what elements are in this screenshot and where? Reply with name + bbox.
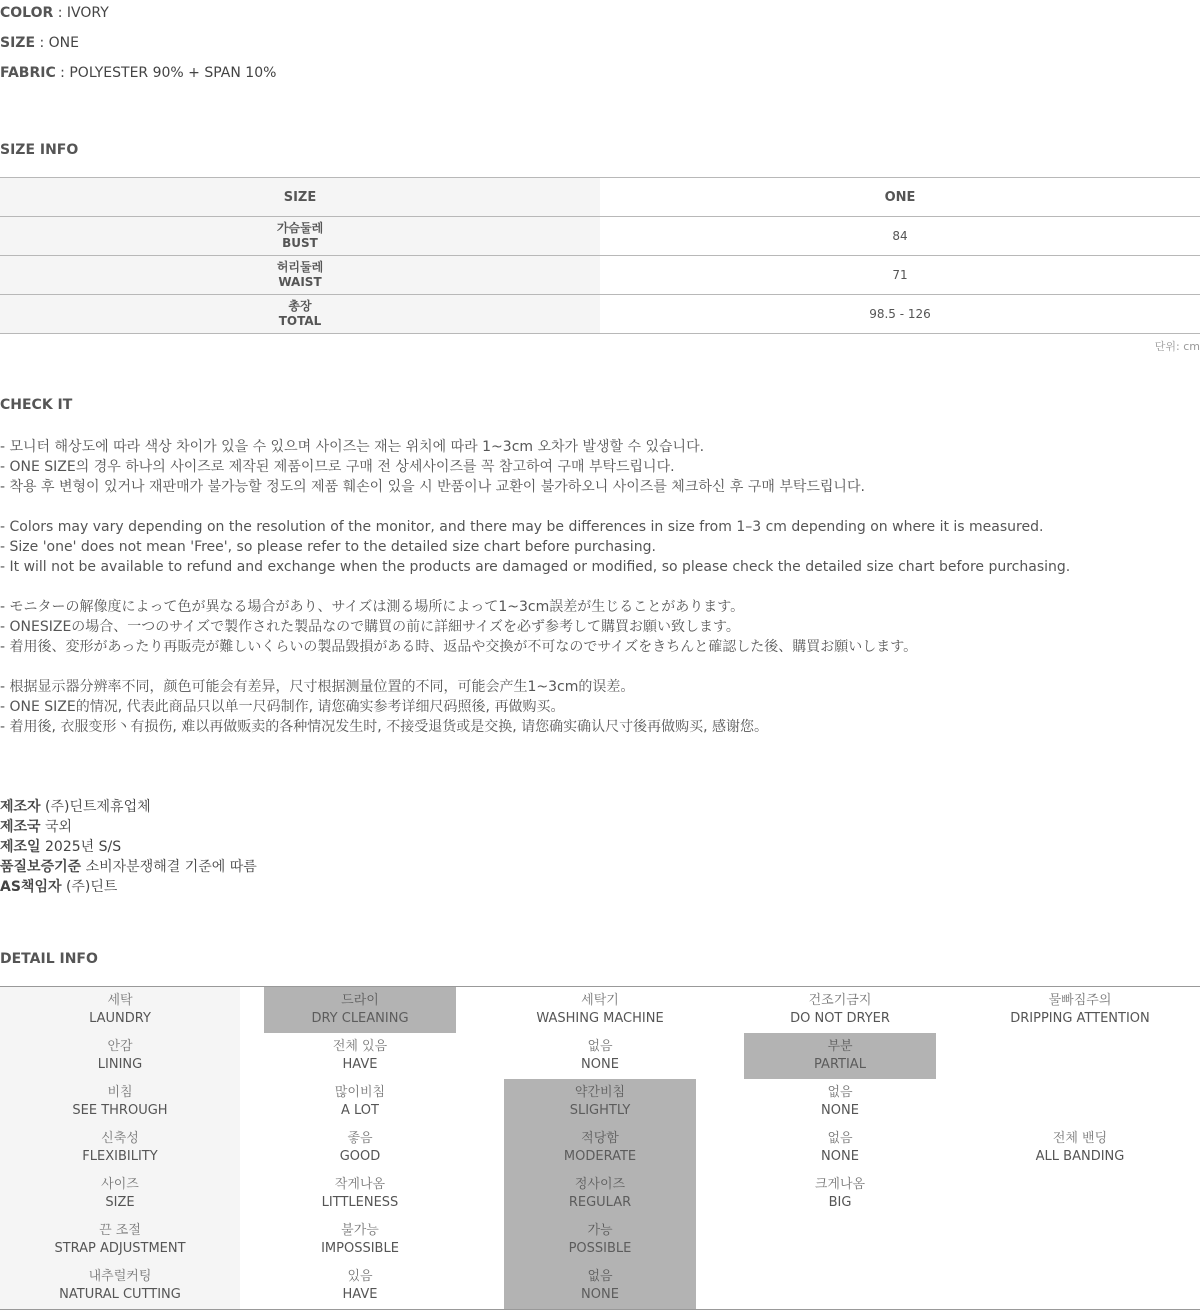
detail-text-en: MODERATE <box>563 1149 637 1164</box>
detail-option <box>504 1033 696 1079</box>
maker-line: 제조일 2025년 S/S <box>0 839 122 855</box>
detail-text-ko: 전체 밴딩 <box>1052 1131 1108 1146</box>
detail-text-en: BIG <box>828 1195 852 1210</box>
notice-line: - モニターの解像度によって色が異なる場合があり、サイズは測る場所によって1~3cm誤差が生じることがあります。 <box>0 599 745 615</box>
size-row-label-en: WAIST <box>278 275 322 289</box>
detail-row-label <box>0 1033 240 1079</box>
size-row-total <box>0 294 1200 334</box>
detail-text-en: IMPOSSIBLE <box>321 1241 399 1256</box>
maker-line: 품질보증기준 소비자분쟁해결 기준에 따름 <box>0 859 257 875</box>
size-row-label-ko: 가슴둘레 <box>276 221 324 235</box>
detail-option <box>744 1171 936 1217</box>
detail-text-ko: 물빠짐주의 <box>1048 993 1112 1008</box>
spec-size: SIZE : ONE <box>0 35 79 51</box>
notice-line: - Size 'one' does not mean 'Free', so please refer to the detailed size chart before purchasing. <box>0 539 656 555</box>
detail-text-ko: 사이즈 <box>101 1177 139 1192</box>
detail-option-selected <box>744 1033 936 1079</box>
detail-option-selected <box>504 1125 696 1171</box>
detail-option-selected <box>264 987 456 1033</box>
size-row-value: 84 <box>892 229 908 243</box>
detail-option <box>264 1263 456 1309</box>
size-row-label-en: BUST <box>282 236 318 250</box>
detail-text-ko: 안감 <box>107 1039 133 1054</box>
size-header-value: ONE <box>884 189 916 205</box>
size-row-bust <box>0 216 1200 255</box>
detail-text-en: REGULAR <box>568 1195 632 1210</box>
check-it-korean <box>0 437 865 497</box>
size-table-header <box>0 177 1200 216</box>
detail-text-ko: 정사이즈 <box>574 1177 626 1192</box>
maker-line: AS책임자 (주)딘트 <box>0 879 118 895</box>
detail-row <box>0 1079 1200 1125</box>
detail-option-selected <box>504 1217 696 1263</box>
spec-fabric: FABRIC : POLYESTER 90% + SPAN 10% <box>0 65 277 81</box>
detail-text-ko: 좋음 <box>347 1131 373 1146</box>
detail-text-en: HAVE <box>342 1057 378 1072</box>
detail-text-ko: 전체 있음 <box>332 1039 388 1054</box>
detail-text-ko: 약간비침 <box>574 1085 626 1100</box>
detail-text-en: LAUNDRY <box>89 1011 151 1026</box>
detail-option <box>744 987 936 1033</box>
detail-option <box>264 1125 456 1171</box>
size-row-value: 71 <box>892 268 908 282</box>
size-table <box>0 177 1200 334</box>
detail-text-en: LITTLENESS <box>321 1195 399 1210</box>
detail-text-en: NONE <box>581 1287 619 1302</box>
detail-option <box>264 1217 456 1263</box>
check-it-japanese <box>0 597 917 657</box>
detail-option <box>504 987 696 1033</box>
detail-info-title: DETAIL INFO <box>0 951 98 967</box>
detail-text-ko: 없음 <box>587 1039 613 1054</box>
detail-text-en: WASHING MACHINE <box>536 1011 664 1026</box>
detail-row <box>0 1217 1200 1263</box>
detail-text-en: SIZE <box>105 1195 135 1210</box>
notice-line: - 모니터 해상도에 따라 색상 차이가 있을 수 있으며 사이즈는 재는 위치에 따라 1~3cm 오차가 발생할 수 있습니다. <box>0 439 705 455</box>
detail-row <box>0 1033 1200 1079</box>
spec-color: COLOR : IVORY <box>0 5 109 21</box>
notice-line: - 착용 후 변형이 있거나 재판매가 불가능할 정도의 제품 훼손이 있을 시 반품이나 교환이 불가하오니 사이즈를 체크하신 후 구매 부탁드립니다. <box>0 479 865 495</box>
detail-text-en: NONE <box>581 1057 619 1072</box>
detail-text-ko: 불가능 <box>341 1223 379 1238</box>
notice-line: - 着用後, 衣服变形丶有损伤, 难以再做贩卖的各种情况发生时, 不接受退货或是交换, 请您确实确认尺寸後再做购买, 感谢您。 <box>0 719 769 735</box>
detail-text-ko: 없음 <box>827 1085 853 1100</box>
size-row-waist <box>0 255 1200 294</box>
detail-option-selected <box>504 1079 696 1125</box>
check-it-english <box>0 517 1070 577</box>
maker-line: 제조국 국외 <box>0 819 73 835</box>
notice-line: - 根据显示器分辨率不同，颜色可能会有差异，尺寸根据测量位置的不同，可能会产生1~3cm的误差。 <box>0 679 635 695</box>
detail-row-label <box>0 987 240 1033</box>
detail-text-en: GOOD <box>339 1149 381 1164</box>
detail-row <box>0 1125 1200 1171</box>
detail-text-en: HAVE <box>342 1287 378 1302</box>
detail-text-ko: 내추럴커팅 <box>88 1269 152 1284</box>
size-unit-note: 단위: cm <box>1154 340 1200 353</box>
detail-text-ko: 세탁기 <box>581 993 619 1008</box>
detail-text-ko: 부분 <box>827 1039 853 1054</box>
detail-option <box>744 1125 936 1171</box>
detail-row <box>0 987 1200 1033</box>
detail-text-ko: 적당함 <box>581 1131 619 1146</box>
detail-text-ko: 작게나옴 <box>334 1177 386 1192</box>
detail-row-label <box>0 1217 240 1263</box>
detail-text-ko: 드라이 <box>341 993 379 1008</box>
detail-text-en: NATURAL CUTTING <box>59 1287 181 1302</box>
detail-text-en: DRIPPING ATTENTION <box>1010 1011 1150 1026</box>
size-row-label-ko: 총장 <box>288 299 312 313</box>
notice-line: - Colors may vary depending on the resolution of the monitor, and there may be differences in size from 1–3 cm depending on where it is measured. <box>0 519 1044 535</box>
detail-option <box>984 1125 1176 1171</box>
detail-text-ko: 가능 <box>587 1223 613 1238</box>
detail-text-en: NONE <box>821 1103 859 1118</box>
detail-row-label <box>0 1125 240 1171</box>
detail-text-ko: 크게나옴 <box>814 1177 866 1192</box>
maker-line: 제조자 (주)딘트제휴업체 <box>0 799 151 815</box>
detail-text-en: LINING <box>97 1057 143 1072</box>
detail-text-en: ALL BANDING <box>1035 1149 1125 1164</box>
detail-table <box>0 986 1200 1310</box>
detail-text-ko: 많이비침 <box>334 1085 386 1100</box>
detail-text-en: NONE <box>821 1149 859 1164</box>
notice-line: - ONESIZEの場合、一つのサイズで製作された製品なので購買の前に詳細サイズを必ず参考して購買お願い致します。 <box>0 619 740 635</box>
detail-option <box>744 1079 936 1125</box>
detail-text-ko: 있음 <box>347 1269 373 1284</box>
size-header-label: SIZE <box>0 178 600 216</box>
detail-option-selected <box>504 1263 696 1309</box>
detail-text-ko: 없음 <box>827 1131 853 1146</box>
detail-option-selected <box>504 1171 696 1217</box>
detail-text-en: POSSIBLE <box>568 1241 632 1256</box>
detail-text-ko: 없음 <box>587 1269 613 1284</box>
size-row-label-ko: 허리둘레 <box>276 260 324 274</box>
notice-line: - ONE SIZE의 경우 하나의 사이즈로 제작된 제품이므로 구매 전 상세사이즈를 꼭 참고하여 구매 부탁드립니다. <box>0 459 675 475</box>
check-it-title: CHECK IT <box>0 397 73 413</box>
detail-option <box>264 1033 456 1079</box>
detail-text-en: SLIGHTLY <box>569 1103 631 1118</box>
detail-text-ko: 비침 <box>107 1085 133 1100</box>
notice-line: - ONE SIZE的情况, 代表此商品只以单一尺码制作, 请您确实参考详细尺码照後, 再做购买。 <box>0 699 565 715</box>
detail-text-en: DO NOT DRYER <box>790 1011 890 1026</box>
detail-text-en: A LOT <box>341 1103 379 1118</box>
notice-line: - It will not be available to refund and exchange when the products are damaged or modified, so please check the detailed size chart before purchasing. <box>0 559 1071 575</box>
detail-text-ko: 끈 조절 <box>99 1223 141 1238</box>
detail-text-en: PARTIAL <box>814 1057 866 1072</box>
detail-text-ko: 세탁 <box>107 993 133 1008</box>
detail-text-en: STRAP ADJUSTMENT <box>54 1241 186 1256</box>
detail-option <box>264 1079 456 1125</box>
detail-text-en: SEE THROUGH <box>72 1103 168 1118</box>
check-it-chinese <box>0 677 768 737</box>
size-info-title: SIZE INFO <box>0 142 79 158</box>
detail-text-ko: 신축성 <box>101 1131 139 1146</box>
detail-row <box>0 1263 1200 1309</box>
size-row-value: 98.5 - 126 <box>869 307 931 321</box>
size-row-label-en: TOTAL <box>278 314 322 328</box>
detail-option <box>984 987 1176 1033</box>
manufacturer-info <box>0 797 257 897</box>
detail-row <box>0 1171 1200 1217</box>
notice-line: - 着用後、変形があったり再販売が難しいくらいの製品毀損がある時、返品や交換が不可なのでサイズをきちんと確認した後、購買お願いします。 <box>0 639 918 655</box>
detail-row-label <box>0 1263 240 1309</box>
detail-text-en: DRY CLEANING <box>311 1011 409 1026</box>
detail-option <box>264 1171 456 1217</box>
detail-text-en: FLEXIBILITY <box>82 1149 158 1164</box>
detail-row-label <box>0 1079 240 1125</box>
detail-text-ko: 건조기금지 <box>808 993 872 1008</box>
detail-row-label <box>0 1171 240 1217</box>
